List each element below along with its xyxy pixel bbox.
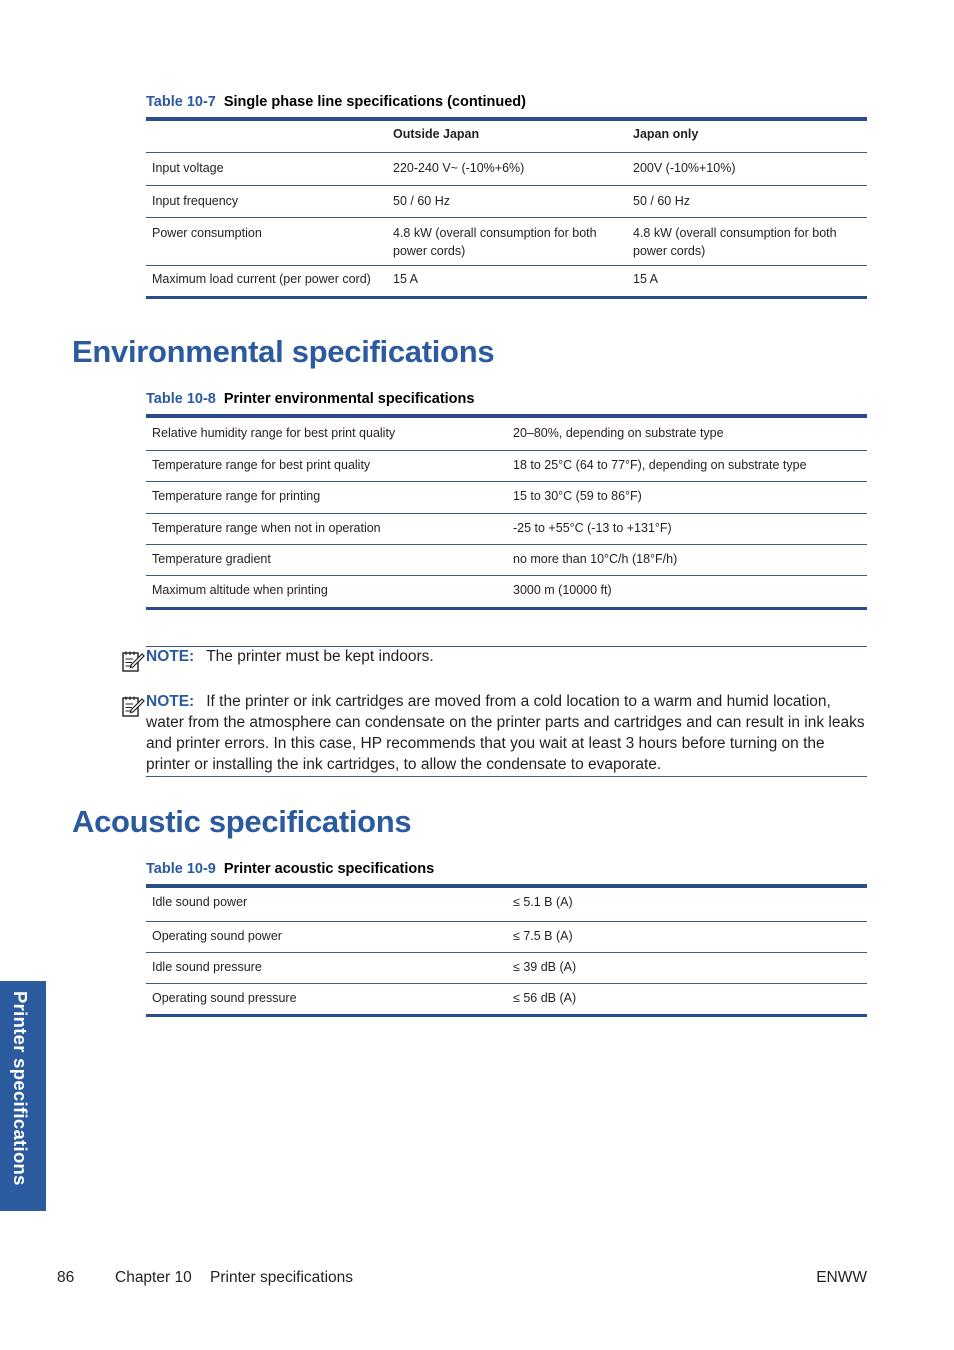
acoustic-heading: Acoustic specifications: [72, 804, 412, 839]
table-cell: -25 to +55°C (-13 to +131°F): [507, 513, 867, 544]
table-cell: Idle sound pressure: [146, 952, 507, 983]
table-title: Printer acoustic specifications: [223, 861, 435, 877]
table-cell: 15 A: [393, 271, 419, 286]
table-cell: Maximum load current (per power cord): [152, 271, 371, 286]
table-number: Table 10-7: [146, 94, 216, 110]
table-caption: [146, 391, 474, 407]
table-row: [146, 983, 867, 1014]
table-cell: 50 / 60 Hz: [387, 185, 627, 217]
note-label: NOTE:: [146, 648, 195, 665]
table-number: Table 10-9: [146, 861, 216, 877]
table-cell: Operating sound power: [146, 921, 507, 952]
table-cell: 15 A: [633, 271, 659, 286]
table-cell: 220-240 V~ (-10%+6%): [387, 152, 627, 185]
table-cell: 4.8 kW (overall consumption for both power cords): [387, 217, 627, 265]
note-pad-pencil-icon: [121, 649, 145, 673]
table-header-cell: Japan only: [627, 121, 867, 152]
table-row: [146, 217, 867, 265]
table-caption: [146, 861, 434, 877]
table-row: [146, 513, 867, 544]
footer-chapter-title: Printer specifications: [210, 1269, 354, 1286]
table-cell: ≤ 56 dB (A): [513, 990, 577, 1005]
table-row: [146, 921, 867, 952]
note-bottom-rule: [146, 776, 867, 777]
table-header-cell: Outside Japan: [387, 121, 627, 152]
table-cell: Operating sound pressure: [152, 990, 297, 1005]
table-cell: Temperature gradient: [146, 544, 507, 575]
acoustic-table: [146, 888, 867, 1014]
note-text: The printer must be kept indoors.: [206, 648, 434, 665]
table-number: Table 10-8: [146, 391, 216, 407]
table-row: [146, 544, 867, 575]
table-cell: 50 / 60 Hz: [627, 185, 867, 217]
page-number: 86: [57, 1269, 75, 1286]
table-cell: 18 to 25°C (64 to 77°F), depending on substrate type: [507, 450, 867, 481]
table-cell: Input frequency: [146, 185, 387, 217]
side-tab-label: Printer specifications: [10, 991, 31, 1186]
table-cell: ≤ 7.5 B (A): [507, 921, 867, 952]
note-pad-pencil-icon: [121, 694, 145, 718]
table-cell: 3000 m (10000 ft): [513, 582, 612, 597]
table-row: [146, 185, 867, 217]
table-cell: Temperature range when not in operation: [146, 513, 507, 544]
table-cell: no more than 10°C/h (18°F/h): [507, 544, 867, 575]
chapter-side-tab: [0, 981, 46, 1211]
table-row: [146, 888, 867, 921]
table-row: [146, 152, 867, 185]
table-cell: Input voltage: [146, 152, 387, 185]
footer-enww: ENWW: [816, 1269, 867, 1286]
table-bottom-rule: [146, 296, 867, 299]
table-cell: Maximum altitude when printing: [152, 582, 328, 597]
table-bottom-rule: [146, 1014, 867, 1017]
table-cell: 20–80%, depending on substrate type: [507, 418, 867, 450]
table-cell: ≤ 39 dB (A): [507, 952, 867, 983]
table-cell: 200V (-10%+10%): [627, 152, 867, 185]
table-row: [146, 481, 867, 513]
note-label: NOTE:: [146, 693, 195, 710]
footer-chapter: Chapter 10: [115, 1269, 192, 1286]
table-row: [146, 450, 867, 481]
note-condensation: [146, 691, 867, 775]
table-cell: ≤ 5.1 B (A): [507, 888, 867, 921]
environmental-heading: Environmental specifications: [72, 334, 495, 369]
table-title: Single phase line specifications (continued): [223, 94, 526, 110]
single-phase-table: [146, 121, 867, 296]
environmental-table: [146, 418, 867, 605]
table-header-row: [146, 121, 867, 152]
table-cell: Power consumption: [146, 217, 387, 265]
table-title: Printer environmental specifications: [223, 391, 475, 407]
table-row: [146, 265, 867, 296]
table-header-cell: [146, 121, 387, 152]
note-text: If the printer or ink cartridges are moved from a cold location to a warm and humid location, water from the atmosphere can condensate on the printer parts and cartridges and can result in ink leaks and printer errors. In this case, HP recommends that you wait at least 3 hours before turning on the printer or installing the ink cartridges, to allow the condensate to evaporate.: [146, 693, 865, 773]
table-bottom-rule: [146, 607, 867, 610]
table-cell: Idle sound power: [146, 888, 507, 921]
table-row: [146, 952, 867, 983]
table-row: [146, 575, 867, 605]
note-indoors: [146, 646, 867, 667]
table-cell: Relative humidity range for best print quality: [146, 418, 507, 450]
table-cell: 15 to 30°C (59 to 86°F): [507, 481, 867, 513]
table-cell: Temperature range for best print quality: [146, 450, 507, 481]
table-cell: 4.8 kW (overall consumption for both power cords): [627, 217, 867, 265]
table-cell: Temperature range for printing: [146, 481, 507, 513]
table-caption: [146, 94, 526, 110]
table-row: [146, 418, 867, 450]
